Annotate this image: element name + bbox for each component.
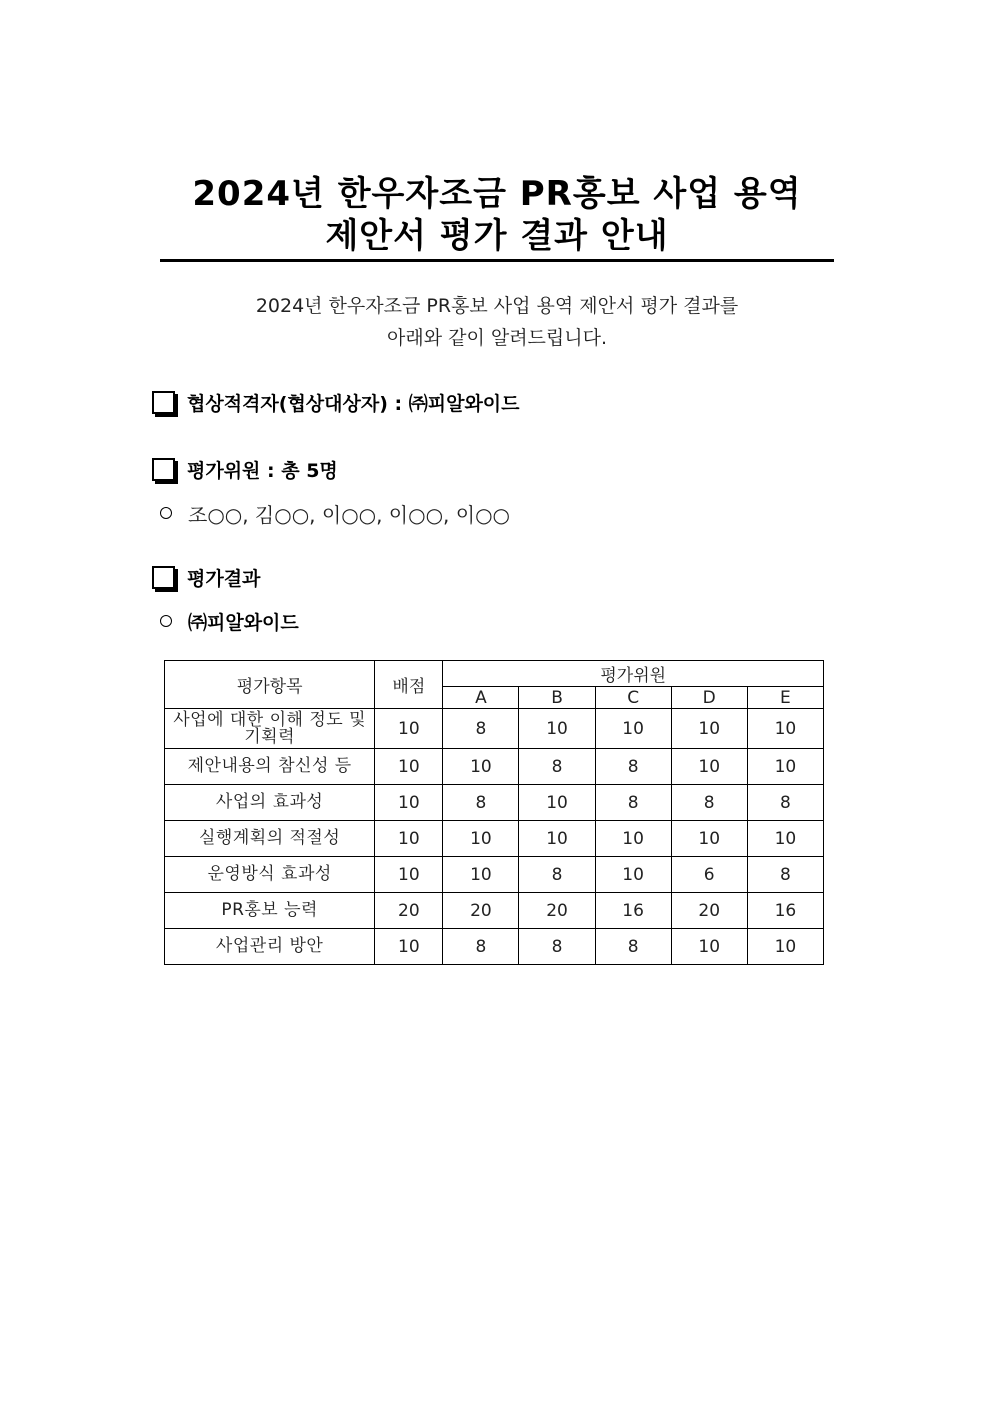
header-rater-e: E [747, 687, 823, 709]
row-value-d: 6 [671, 857, 747, 893]
row-score: 10 [375, 929, 443, 965]
title-divider [160, 259, 834, 262]
section-committee [152, 456, 338, 482]
row-value-d: 8 [671, 785, 747, 821]
row-value-b: 10 [519, 785, 595, 821]
row-score: 10 [375, 749, 443, 785]
circle-bullet-icon [160, 507, 172, 519]
row-score: 10 [375, 709, 443, 749]
table-row [165, 785, 824, 821]
document-title-line2: 제안서 평가 결과 안내 [325, 216, 669, 256]
row-value-e: 10 [747, 821, 823, 857]
row-value-c: 10 [595, 709, 671, 749]
row-value-c: 8 [595, 929, 671, 965]
committee-members [160, 500, 510, 526]
row-value-b: 10 [519, 821, 595, 857]
header-rater-b: B [519, 687, 595, 709]
row-value-b: 8 [519, 749, 595, 785]
section-result-text: 평가결과 [187, 567, 261, 590]
header-item: 평가항목 [165, 661, 375, 709]
row-value-e: 8 [747, 857, 823, 893]
row-item: 운영방식 효과성 [165, 857, 375, 893]
header-rater-a: A [443, 687, 519, 709]
row-value-d: 10 [671, 709, 747, 749]
row-item: 사업의 효과성 [165, 785, 375, 821]
row-value-a: 20 [443, 893, 519, 929]
row-value-e: 8 [747, 785, 823, 821]
table-row [165, 749, 824, 785]
section-negotiator [152, 389, 520, 415]
row-value-e: 10 [747, 929, 823, 965]
row-value-a: 10 [443, 857, 519, 893]
row-value-c: 8 [595, 785, 671, 821]
checkbox-square-icon [152, 566, 175, 589]
row-value-d: 10 [671, 929, 747, 965]
row-value-a: 8 [443, 709, 519, 749]
row-score: 10 [375, 821, 443, 857]
table-row [165, 821, 824, 857]
row-item: 사업에 대한 이해 정도 및 기획력 [165, 709, 375, 749]
row-item: 사업관리 방안 [165, 929, 375, 965]
row-value-c: 10 [595, 821, 671, 857]
checkbox-square-icon [152, 458, 175, 481]
row-value-d: 10 [671, 749, 747, 785]
row-score: 10 [375, 785, 443, 821]
intro-line1: 2024년 한우자조금 PR홍보 사업 용역 제안서 평가 결과를 [255, 295, 739, 317]
header-score: 배점 [375, 661, 443, 709]
row-value-b: 8 [519, 857, 595, 893]
result-company [160, 608, 299, 634]
section-negotiator-text: 협상적격자(협상대상자) : ㈜피알와이드 [187, 392, 520, 415]
row-score: 10 [375, 857, 443, 893]
row-value-d: 10 [671, 821, 747, 857]
row-value-e: 16 [747, 893, 823, 929]
row-value-a: 8 [443, 929, 519, 965]
table-row [165, 709, 824, 749]
section-result [152, 564, 260, 590]
row-item: 실행계획의 적절성 [165, 821, 375, 857]
table-header-row [165, 661, 824, 687]
section-committee-text: 평가위원 : 총 5명 [187, 459, 338, 482]
row-item: PR홍보 능력 [165, 893, 375, 929]
row-value-b: 20 [519, 893, 595, 929]
table-row [165, 929, 824, 965]
row-value-c: 16 [595, 893, 671, 929]
row-value-a: 10 [443, 749, 519, 785]
row-value-c: 8 [595, 749, 671, 785]
header-raters: 평가위원 [443, 661, 824, 687]
row-value-b: 10 [519, 709, 595, 749]
row-value-a: 10 [443, 821, 519, 857]
circle-bullet-icon [160, 615, 172, 627]
table-row [165, 893, 824, 929]
row-value-b: 8 [519, 929, 595, 965]
row-item: 제안내용의 참신성 등 [165, 749, 375, 785]
committee-members-text: 조○○, 김○○, 이○○, 이○○, 이○○ [188, 502, 510, 527]
table-row [165, 857, 824, 893]
header-rater-d: D [671, 687, 747, 709]
evaluation-table [164, 660, 824, 965]
header-rater-c: C [595, 687, 671, 709]
row-value-c: 10 [595, 857, 671, 893]
document-title-line1: 2024년 한우자조금 PR홍보 사업 용역 [192, 174, 802, 214]
row-value-d: 20 [671, 893, 747, 929]
intro-line2: 아래와 같이 알려드립니다. [386, 327, 607, 349]
result-company-text: ㈜피알와이드 [188, 611, 299, 634]
row-score: 20 [375, 893, 443, 929]
row-value-e: 10 [747, 749, 823, 785]
checkbox-square-icon [152, 391, 175, 414]
row-value-e: 10 [747, 709, 823, 749]
row-value-a: 8 [443, 785, 519, 821]
